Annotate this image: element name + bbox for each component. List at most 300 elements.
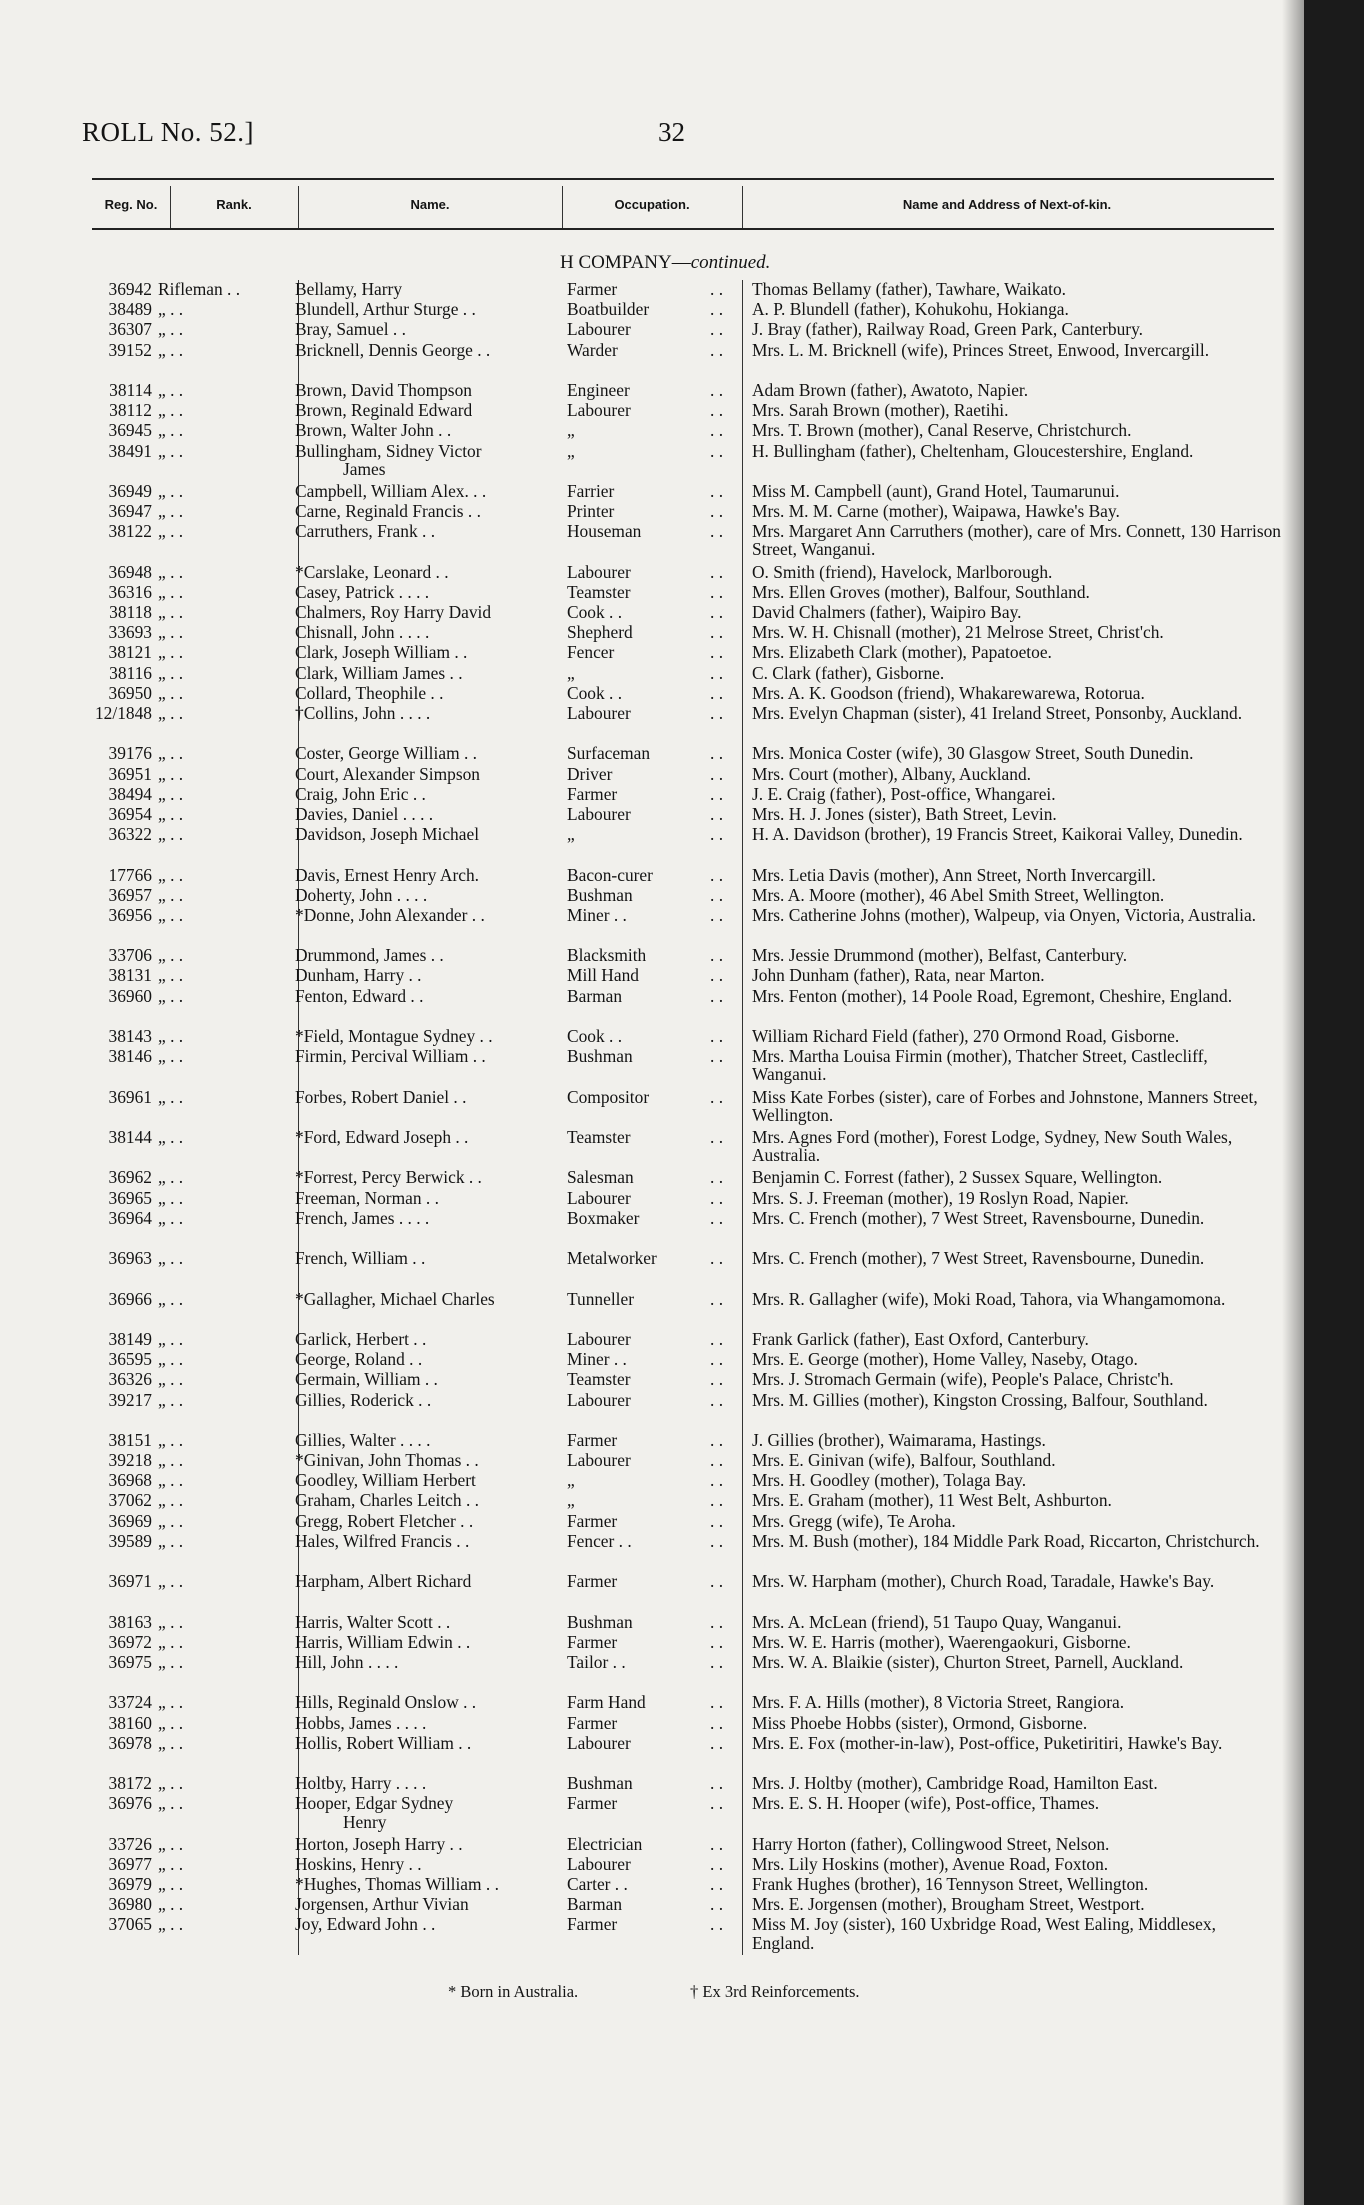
reg-number: 38172 — [108, 1773, 152, 1794]
next-of-kin: Benjamin C. Forrest (father), 2 Sussex Square, Wellington. — [752, 1167, 1163, 1188]
occupation: Farm Hand — [567, 1692, 646, 1713]
next-of-kin: Mrs. W. H. Chisnall (mother), 21 Melrose Street, Christ'ch. — [752, 622, 1164, 643]
table-row — [0, 442, 1300, 482]
column-header-name: Name. — [410, 197, 450, 212]
table-row — [0, 1532, 1300, 1572]
soldier-name-line: Hoskins, Henry . . — [295, 1853, 422, 1874]
soldier-name-line: *Ginivan, John Thomas . . — [295, 1450, 479, 1471]
reg-number: 36966 — [108, 1288, 152, 1309]
next-of-kin: Mrs. Court (mother), Albany, Auckland. — [752, 763, 1032, 784]
occupation: Compositor — [567, 1086, 650, 1107]
rank: „ . . — [158, 1470, 184, 1491]
leader-dots: . . — [710, 1207, 724, 1228]
soldier-name — [295, 684, 543, 702]
reg-number: 33693 — [108, 622, 152, 643]
leader-dots: . . — [710, 682, 724, 703]
soldier-name — [295, 401, 543, 419]
leader-dots: . . — [710, 1248, 724, 1269]
soldier-name — [295, 765, 543, 783]
soldier-name — [295, 1512, 543, 1530]
table-row — [0, 1895, 1300, 1915]
table-row — [0, 704, 1300, 744]
leader-dots: . . — [710, 1086, 724, 1107]
rank: „ . . — [158, 1389, 184, 1410]
soldier-name — [295, 1491, 543, 1509]
leader-dots: . . — [710, 1611, 724, 1632]
next-of-kin: Miss M. Joy (sister), 160 Uxbridge Road, West Ealing, Middlesex, England. — [752, 1914, 1216, 1953]
reg-number: 36322 — [108, 824, 152, 845]
reg-number: 36971 — [108, 1571, 152, 1592]
table-row — [0, 1734, 1300, 1774]
rank: „ . . — [158, 824, 184, 845]
reg-number: 36978 — [108, 1732, 152, 1753]
soldier-name — [295, 1794, 543, 1830]
reg-number: 38151 — [108, 1429, 152, 1450]
soldier-name-line: *Hughes, Thomas William . . — [295, 1874, 499, 1895]
next-of-kin: J. E. Craig (father), Post-office, Whangarei. — [752, 783, 1056, 804]
table-row — [0, 563, 1300, 583]
leader-dots: . . — [710, 763, 724, 784]
rank: „ . . — [158, 299, 184, 320]
reg-number: 36963 — [108, 1248, 152, 1269]
soldier-name — [295, 1027, 543, 1045]
reg-number: 36960 — [108, 985, 152, 1006]
soldier-name-line: *Gallagher, Michael Charles — [295, 1288, 495, 1309]
next-of-kin: Mrs. S. J. Freeman (mother), 19 Roslyn Road, Napier. — [752, 1187, 1129, 1208]
table-row — [0, 1168, 1300, 1188]
soldier-name — [295, 482, 543, 500]
rank: „ . . — [158, 420, 184, 441]
reg-number: 12/1848 — [94, 702, 152, 723]
table-row — [0, 1855, 1300, 1875]
next-of-kin: Harry Horton (father), Collingwood Street, Nelson. — [752, 1833, 1110, 1854]
table-row — [0, 1290, 1300, 1330]
occupation: Farmer — [567, 1712, 618, 1733]
table-row — [0, 1491, 1300, 1511]
soldier-name-line: Graham, Charles Leitch . . — [295, 1490, 479, 1511]
next-of-kin: Mrs. J. Holtby (mother), Cambridge Road, Hamilton East. — [752, 1773, 1158, 1794]
next-of-kin: Mrs. W. Harpham (mother), Church Road, Taradale, Hawke's Bay. — [752, 1571, 1215, 1592]
rank: „ . . — [158, 1167, 184, 1188]
soldier-name-line: Campbell, William Alex. . . — [295, 480, 487, 501]
table-row — [0, 1330, 1300, 1350]
leader-dots: . . — [710, 1510, 724, 1531]
table-row — [0, 1088, 1300, 1128]
rank: „ . . — [158, 440, 184, 461]
soldier-name — [295, 1350, 543, 1368]
rank: „ . . — [158, 1853, 184, 1874]
next-of-kin: Mrs. E. George (mother), Home Valley, Naseby, Otago. — [752, 1349, 1138, 1370]
occupation: „ — [567, 1490, 575, 1511]
table-row — [0, 1835, 1300, 1855]
soldier-name-line: Harris, William Edwin . . — [295, 1631, 471, 1652]
rank: „ . . — [158, 803, 184, 824]
occupation: „ — [567, 1470, 575, 1491]
table-row — [0, 866, 1300, 886]
soldier-name — [295, 1290, 543, 1308]
soldier-name — [295, 1249, 543, 1267]
reg-number: 38144 — [108, 1127, 152, 1148]
table-row — [0, 1471, 1300, 1491]
leader-dots: . . — [710, 1288, 724, 1309]
soldier-name — [295, 805, 543, 823]
soldier-name-line: French, William . . — [295, 1248, 426, 1269]
rank: „ . . — [158, 1429, 184, 1450]
leader-dots: . . — [710, 642, 724, 663]
next-of-kin: Mrs. Monica Coster (wife), 30 Glasgow Street, South Dunedin. — [752, 743, 1194, 764]
next-of-kin: Adam Brown (father), Awatoto, Napier. — [752, 379, 1029, 400]
soldier-name — [295, 1209, 543, 1227]
occupation: Cook . . — [567, 602, 623, 623]
soldier-name-line: Craig, John Eric . . — [295, 783, 426, 804]
occupation: Salesman — [567, 1167, 634, 1188]
rank: „ . . — [158, 1571, 184, 1592]
occupation: Tailor . . — [567, 1652, 626, 1672]
section-continued: continued. — [690, 252, 771, 273]
soldier-name — [295, 583, 543, 601]
table-row — [0, 825, 1300, 865]
leader-dots: . . — [710, 1187, 724, 1208]
occupation: Labourer — [567, 1328, 631, 1349]
leader-dots: . . — [710, 884, 724, 905]
soldier-name-line: Chalmers, Roy Harry David — [295, 602, 492, 623]
soldier-name — [295, 341, 543, 359]
soldier-name-line: Dunham, Harry . . — [295, 965, 422, 986]
next-of-kin: Mrs. Gregg (wife), Te Aroha. — [752, 1510, 956, 1531]
leader-dots: . . — [710, 1793, 724, 1814]
occupation: Surfaceman — [567, 743, 651, 764]
rank: „ . . — [158, 1349, 184, 1370]
occupation: Fencer . . — [567, 1530, 632, 1551]
table-row — [0, 1047, 1300, 1087]
rank: „ . . — [158, 1328, 184, 1349]
soldier-name-line: Davis, Ernest Henry Arch. — [295, 864, 480, 885]
soldier-name-line: Bellamy, Harry — [295, 279, 403, 299]
next-of-kin: H. A. Davidson (brother), 19 Francis Street, Kaikorai Valley, Dunedin. — [752, 824, 1243, 845]
occupation: Labourer — [567, 1732, 631, 1753]
soldier-name-line: Brown, Walter John . . — [295, 420, 452, 441]
occupation: Labourer — [567, 702, 631, 723]
reg-number: 36969 — [108, 1510, 152, 1531]
next-of-kin: Mrs. Sarah Brown (mother), Raetihi. — [752, 400, 1009, 421]
soldier-name-line: Gillies, Roderick . . — [295, 1389, 432, 1410]
soldier-name-line: Fenton, Edward . . — [295, 985, 424, 1006]
occupation: Driver — [567, 763, 613, 784]
soldier-name — [295, 1572, 543, 1590]
soldier-name — [295, 522, 543, 540]
next-of-kin: Miss Kate Forbes (sister), care of Forbes and Johnstone, Manners Street, Wellington. — [752, 1086, 1258, 1125]
soldier-name — [295, 502, 543, 520]
reg-number: 38116 — [109, 662, 152, 683]
reg-number: 38112 — [109, 400, 152, 421]
leader-dots: . . — [710, 1894, 724, 1915]
rank: „ . . — [158, 622, 184, 643]
occupation: Metalworker — [567, 1248, 657, 1269]
soldier-name — [295, 300, 543, 318]
rank: „ . . — [158, 783, 184, 804]
leader-dots: . . — [710, 1450, 724, 1471]
next-of-kin: Frank Hughes (brother), 16 Tennyson Street, Wellington. — [752, 1874, 1149, 1895]
soldier-name — [295, 1835, 543, 1853]
section-heading: H COMPANY—continued. — [560, 252, 771, 273]
soldier-name — [295, 1128, 543, 1146]
leader-dots: . . — [710, 1026, 724, 1047]
reg-number: 36595 — [108, 1349, 152, 1370]
reg-number: 36979 — [108, 1874, 152, 1895]
soldier-name-line: Court, Alexander Simpson — [295, 763, 481, 784]
section-title: H COMPANY — [560, 252, 672, 273]
reg-number: 38122 — [108, 521, 152, 542]
rank: „ . . — [158, 1894, 184, 1915]
table-row — [0, 987, 1300, 1027]
next-of-kin: Mrs. E. Fox (mother-in-law), Post-office, Puketiritiri, Hawke's Bay. — [752, 1732, 1223, 1753]
next-of-kin: Mrs. A. K. Goodson (friend), Whakarewarewa, Rotorua. — [752, 682, 1145, 703]
rank: „ . . — [158, 1712, 184, 1733]
table-row — [0, 1794, 1300, 1834]
leader-dots: . . — [710, 561, 724, 582]
leader-dots: . . — [710, 1853, 724, 1874]
reg-number: 38131 — [108, 965, 152, 986]
column-header-occupation: Occupation. — [614, 197, 690, 212]
leader-dots: . . — [710, 1429, 724, 1450]
occupation: Bacon-curer — [567, 864, 653, 885]
reg-number: 36975 — [108, 1652, 152, 1672]
occupation: Boatbuilder — [567, 299, 650, 320]
soldier-name — [295, 1875, 543, 1893]
leader-dots: . . — [710, 581, 724, 602]
reg-number: 38114 — [109, 379, 152, 400]
soldier-name-line: Davidson, Joseph Michael — [295, 824, 480, 845]
occupation: „ — [567, 662, 575, 683]
rank: „ . . — [158, 1914, 184, 1935]
table-row — [0, 421, 1300, 441]
leader-dots: . . — [710, 803, 724, 824]
occupation: Labourer — [567, 400, 631, 421]
soldier-name — [295, 1734, 543, 1752]
header-rule-bottom — [92, 228, 1274, 230]
next-of-kin: Mrs. H. Goodley (mother), Tolaga Bay. — [752, 1470, 1027, 1491]
rank: „ . . — [158, 1450, 184, 1471]
next-of-kin: Mrs. Martha Louisa Firmin (mother), Thatcher Street, Castlecliff, Wanganui. — [752, 1046, 1208, 1085]
soldier-name-line: Joy, Edward John . . — [295, 1914, 436, 1935]
rank: „ . . — [158, 965, 184, 986]
reg-number: 36968 — [108, 1470, 152, 1491]
next-of-kin: Miss Phoebe Hobbs (sister), Ormond, Gisborne. — [752, 1712, 1088, 1733]
leader-dots: . . — [710, 1914, 724, 1935]
soldier-name-line: Hollis, Robert William . . — [295, 1732, 472, 1753]
occupation: Bushman — [567, 1046, 633, 1067]
occupation: Labourer — [567, 1853, 631, 1874]
table-row — [0, 1572, 1300, 1612]
reg-number: 36956 — [108, 904, 152, 925]
reg-number: 38143 — [108, 1026, 152, 1047]
table-row — [0, 1774, 1300, 1794]
table-row — [0, 966, 1300, 986]
occupation: Warder — [567, 339, 618, 360]
reg-number: 36951 — [108, 763, 152, 784]
leader-dots: . . — [710, 279, 724, 299]
table-row — [0, 341, 1300, 381]
leader-dots: . . — [710, 1773, 724, 1794]
soldier-name-line: Forbes, Robert Daniel . . — [295, 1086, 467, 1107]
soldier-name-line: Hill, John . . . . — [295, 1652, 399, 1672]
table-row — [0, 1875, 1300, 1895]
leader-dots: . . — [710, 904, 724, 925]
soldier-name-line: Harris, Walter Scott . . — [295, 1611, 451, 1632]
soldier-name-line: Davies, Daniel . . . . — [295, 803, 434, 824]
table-row — [0, 603, 1300, 623]
soldier-name-line: Jorgensen, Arthur Vivian — [295, 1894, 469, 1915]
leader-dots: . . — [710, 1652, 724, 1672]
soldier-name-line: Clark, William James . . — [295, 662, 463, 683]
soldier-name — [295, 1633, 543, 1651]
table-row — [0, 1431, 1300, 1451]
occupation: Miner . . — [567, 904, 627, 925]
leader-dots: . . — [710, 1833, 724, 1854]
table-row — [0, 320, 1300, 340]
rank: „ . . — [158, 1652, 184, 1672]
next-of-kin: Mrs. E. S. H. Hooper (wife), Post-office, Thames. — [752, 1793, 1100, 1814]
leader-dots: . . — [710, 1470, 724, 1491]
leader-dots: . . — [710, 945, 724, 966]
reg-number: 33706 — [108, 945, 152, 966]
reg-number: 38160 — [108, 1712, 152, 1733]
next-of-kin: Mrs. Letia Davis (mother), Ann Street, North Invercargill. — [752, 864, 1156, 885]
page-number: 32 — [658, 117, 685, 147]
soldier-name-line: Gillies, Walter . . . . — [295, 1429, 431, 1450]
footnote-born-australia: * Born in Australia. — [448, 1982, 579, 2001]
soldier-name — [295, 825, 543, 843]
rank: „ . . — [158, 702, 184, 723]
occupation: Bushman — [567, 884, 633, 905]
occupation: Bushman — [567, 1611, 633, 1632]
soldier-name — [295, 381, 543, 399]
soldier-name — [295, 1532, 543, 1550]
next-of-kin: Mrs. R. Gallagher (wife), Moki Road, Tahora, via Whangamomona. — [752, 1288, 1226, 1309]
rank: „ . . — [158, 400, 184, 421]
occupation: Teamster — [567, 1127, 631, 1148]
soldier-name-line: Gregg, Robert Fletcher . . — [295, 1510, 474, 1531]
rank: „ . . — [158, 339, 184, 360]
rank: „ . . — [158, 1833, 184, 1854]
reg-number: 36957 — [108, 884, 152, 905]
next-of-kin: David Chalmers (father), Waipiro Bay. — [752, 602, 1022, 623]
soldier-name-line: Carne, Reginald Francis . . — [295, 501, 481, 522]
next-of-kin: Mrs. C. French (mother), 7 West Street, Ravensbourne, Dunedin. — [752, 1207, 1205, 1228]
rank: „ . . — [158, 1248, 184, 1269]
reg-number: 36947 — [108, 501, 152, 522]
soldier-name-line: George, Roland . . — [295, 1349, 423, 1370]
reg-number: 36326 — [108, 1369, 152, 1390]
next-of-kin: Mrs. M. M. Carne (mother), Waipawa, Hawke's Bay. — [752, 501, 1120, 522]
reg-number: 36972 — [108, 1631, 152, 1652]
reg-number: 39218 — [108, 1450, 152, 1471]
table-row — [0, 805, 1300, 825]
soldier-name-line: *Forrest, Percy Berwick . . — [295, 1167, 482, 1188]
soldier-name — [295, 664, 543, 682]
soldier-name-line: French, James . . . . — [295, 1207, 430, 1228]
occupation: Labourer — [567, 1450, 631, 1471]
soldier-name — [295, 785, 543, 803]
soldier-name — [295, 603, 543, 621]
next-of-kin: Mrs. E. Graham (mother), 11 West Belt, Ashburton. — [752, 1490, 1112, 1511]
next-of-kin: Mrs. Elizabeth Clark (mother), Papatoetoe. — [752, 642, 1052, 663]
soldier-name-line: Bray, Samuel . . — [295, 319, 406, 340]
next-of-kin: William Richard Field (father), 270 Ormond Road, Gisborne. — [752, 1026, 1180, 1047]
next-of-kin: J. Gillies (brother), Waimarama, Hastings. — [752, 1429, 1046, 1450]
leader-dots: . . — [710, 319, 724, 340]
next-of-kin: Frank Garlick (father), East Oxford, Canterbury. — [752, 1328, 1089, 1349]
soldier-name-line: Horton, Joseph Harry . . — [295, 1833, 463, 1854]
occupation: Labourer — [567, 561, 631, 582]
rank: „ . . — [158, 1692, 184, 1713]
soldier-name — [295, 442, 543, 478]
soldier-name — [295, 1613, 543, 1631]
soldier-name-line: Hooper, Edgar Sydney — [295, 1793, 454, 1814]
leader-dots: . . — [710, 1530, 724, 1551]
rank: „ . . — [158, 682, 184, 703]
reg-number: 36962 — [108, 1167, 152, 1188]
leader-dots: . . — [710, 743, 724, 764]
reg-number: 37062 — [108, 1490, 152, 1511]
table-row — [0, 1915, 1300, 1955]
occupation: Fencer — [567, 642, 615, 663]
rank: „ . . — [158, 1874, 184, 1895]
reg-number: 36307 — [108, 319, 152, 340]
table-row — [0, 583, 1300, 603]
rank: „ . . — [158, 1611, 184, 1632]
reg-number: 38121 — [108, 642, 152, 663]
next-of-kin: Mrs. J. Stromach Germain (wife), People's Palace, Christc'h. — [752, 1369, 1174, 1390]
table-row — [0, 502, 1300, 522]
soldier-name-line: Chisnall, John . . . . — [295, 622, 430, 643]
table-row — [0, 1613, 1300, 1633]
next-of-kin: Mrs. Ellen Groves (mother), Balfour, Southland. — [752, 581, 1090, 602]
reg-number: 36961 — [108, 1086, 152, 1107]
soldier-name-line: Hills, Reginald Onslow . . — [295, 1692, 477, 1713]
next-of-kin: Mrs. W. E. Harris (mother), Waerengaokuri, Gisborne. — [752, 1631, 1131, 1652]
soldier-name — [295, 987, 543, 1005]
occupation: Barman — [567, 985, 623, 1006]
soldier-name-line: Doherty, John . . . . — [295, 884, 428, 905]
leader-dots: . . — [710, 864, 724, 885]
rank: „ . . — [158, 1490, 184, 1511]
soldier-name — [295, 1431, 543, 1449]
leader-dots: . . — [710, 1167, 724, 1188]
occupation: „ — [567, 824, 575, 845]
rank: „ . . — [158, 1732, 184, 1753]
column-header-next-of-kin: Name and Address of Next-of-kin. — [902, 197, 1112, 212]
soldier-name — [295, 866, 543, 884]
soldier-name-line: Hales, Wilfred Francis . . — [295, 1530, 470, 1551]
leader-dots: . . — [710, 1732, 724, 1753]
soldier-name-line: *Ford, Edward Joseph . . — [295, 1127, 469, 1148]
table-row — [0, 1189, 1300, 1209]
leader-dots: . . — [710, 339, 724, 360]
soldier-name — [295, 1855, 543, 1873]
table-row — [0, 280, 1300, 300]
table-row — [0, 381, 1300, 401]
reg-number: 33726 — [108, 1833, 152, 1854]
table-row — [0, 482, 1300, 502]
column-header-rank: Rank. — [216, 197, 252, 212]
soldier-name — [295, 280, 543, 298]
reg-number: 38118 — [109, 602, 152, 623]
rank: „ . . — [158, 1086, 184, 1107]
leader-dots: . . — [710, 1631, 724, 1652]
occupation: Mill Hand — [567, 965, 639, 986]
occupation: Labourer — [567, 803, 631, 824]
